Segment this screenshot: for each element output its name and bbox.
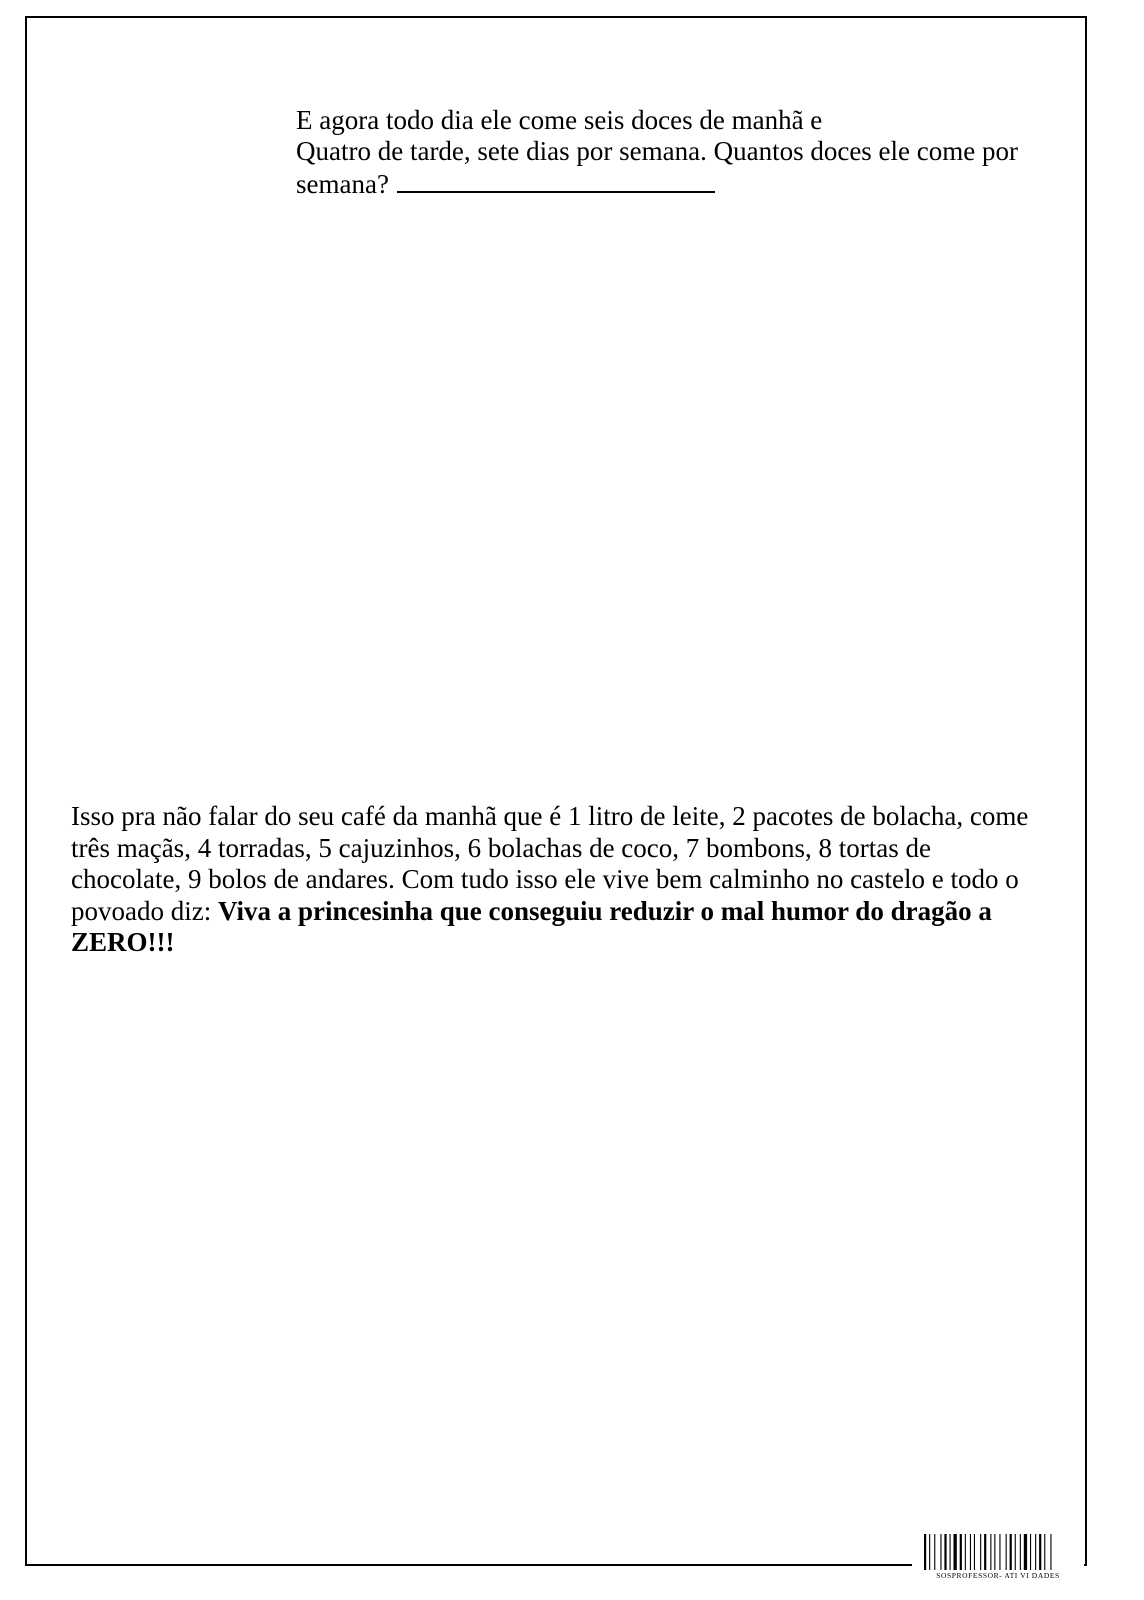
story-line-1: Isso pra não falar do seu café da manhã que é 1 litro de leite, 2 pacotes de bolacha, come — [71, 801, 1029, 831]
question-line-3-text: semana? — [296, 169, 389, 199]
story-line-5 — [71, 927, 1071, 959]
story-paragraph — [71, 801, 1071, 959]
story-line-4-plain: povoado diz: — [71, 895, 218, 926]
question-line-2: Quatro de tarde, sete dias por semana. Quantos doces ele come por — [296, 136, 1018, 166]
story-line-3: chocolate, 9 bolos de andares. Com tudo isso ele vive bem calminho no castelo e todo o — [71, 864, 1019, 894]
story-bold-exclamation: Viva a princesinha que conseguiu reduzir o mal humor do dragão a — [217, 895, 992, 926]
barcode-stamp — [912, 1532, 1084, 1582]
question-line-1: E agora todo dia ele come seis doces de manhã e — [296, 105, 823, 135]
answer-blank-line[interactable] — [397, 167, 715, 193]
story-bold-zero: ZERO!!! — [71, 927, 175, 957]
question-line-3 — [296, 167, 1066, 200]
story-line-2: três maçãs, 4 torradas, 5 cajuzinhos, 6 bolachas de coco, 7 bombons, 8 tortas de — [71, 832, 932, 863]
barcode-icon — [924, 1534, 1074, 1570]
page-border — [25, 16, 1087, 1566]
barcode-caption: SOSPROFESSOR- ATI VI DADES — [936, 1571, 1060, 1580]
story-line-4 — [71, 896, 1071, 928]
question-paragraph — [296, 105, 1066, 200]
